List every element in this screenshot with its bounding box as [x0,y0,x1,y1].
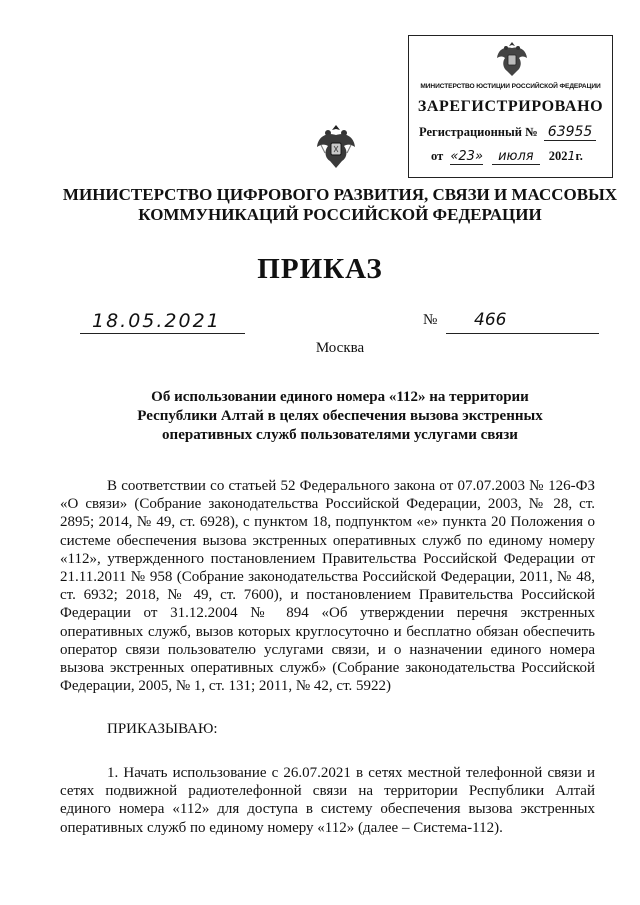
stamp-date-year-end: г. [575,149,583,163]
order-date: 18.05.2021 [80,310,245,334]
subject-line2: Республики Алтай в целях обеспечения вызова экстренных [137,408,543,424]
stamp-date-row: от «23» июля 2021г. [431,148,583,164]
stamp-reg-number: 63955 [544,124,597,141]
order-directive: ПРИКАЗЫВАЮ: [107,721,218,737]
stamp-date-day: 23 [458,149,475,164]
order-city: Москва [315,340,365,356]
stamp-date-month: июля [492,149,540,165]
registration-stamp [408,35,613,178]
document-type-title: ПРИКАЗ [257,253,383,285]
ministry-title-line2: КОММУНИКАЦИЙ РОССИЙСКОЙ ФЕДЕРАЦИИ [138,205,542,224]
subject-line3: оперативных служб пользователями услугами связи [162,427,518,443]
coat-of-arms-icon [494,38,530,80]
stamp-ministry-name: МИНИСТЕРСТВО ЮСТИЦИИ РОССИЙСКОЙ ФЕДЕРАЦИИ [420,83,601,90]
subject-line1: Об использовании единого номера «112» на территории [151,389,529,405]
stamp-reg-number-row [419,124,596,140]
coat-of-arms-icon [315,123,357,171]
stamp-date-year-suffix: 1 [567,148,576,163]
preamble-paragraph: В соответствии со статьей 52 Федерального закона от 07.07.2003 № 126-ФЗ «О связи» (Собрание законодательства Российской Федерации, 2003, № 28, ст. 2895; 2014, № 49, ст. 6928), с пунктом 18, подпунктом «е» пункта 20 Положения о системе обеспечения вызова экстренных оперативных служб по единому номеру «112», утвержденного постановлением Правительства Российской Федерации от 21.11.2011 № 958 (Собрание законодательства Российской Федерации, 2011, № 48, ст. 6932; 2018, № 49, ст. 7600), и постановлением Правительства Российской Федерации от 31.12.2004 № 894 «Об утверждении перечня экстренных оперативных служб, вызов которых круглосуточно и бесплатно обязан обеспечить оператор связи пользователю услугами связи, и о назначении единого номера вызова экстренных оперативных служб» (Собрание законодательства Российской Федерации, 2005, № 1, ст. 131; 2011, № 42, ст. 5922) [60,478,595,695]
order-item-1: 1. Начать использование с 26.07.2021 в сетях местной телефонной связи и сетях подвижной радиотелефонной связи на территории Республики Алтай единого номера «112» для доступа в систему обеспечения вызова экстренных оперативных служб по единому номеру «112» (далее – Система-112). [60,765,595,836]
order-number-sign: № [423,312,438,328]
stamp-registered-label: ЗАРЕГИСТРИРОВАНО [417,98,604,115]
stamp-date-prefix: от [431,149,444,163]
order-number: 466 [446,310,599,334]
ministry-title-line1: МИНИСТЕРСТВО ЦИФРОВОГО РАЗВИТИЯ, СВЯЗИ И МАССОВЫХ [62,185,618,204]
stamp-reg-label: Регистрационный № [419,125,538,139]
ministry-title [60,185,620,225]
order-subject [80,388,600,445]
stamp-date-year-prefix: 202 [548,149,568,163]
